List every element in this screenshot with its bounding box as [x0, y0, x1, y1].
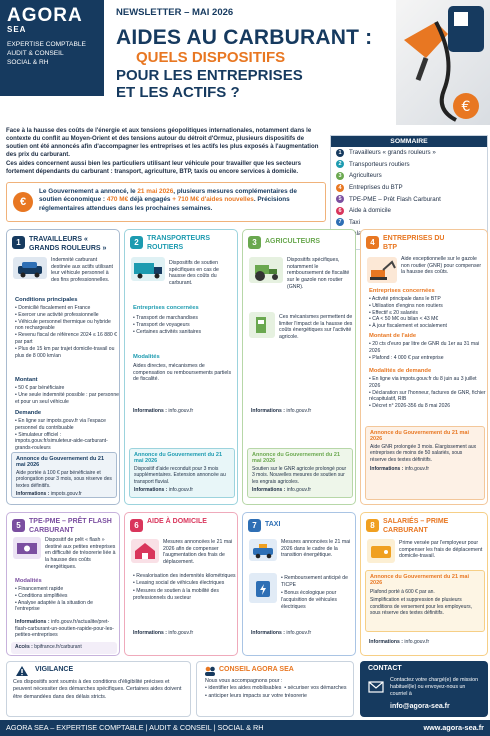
info-link[interactable]: Informations : info.gouv.fr — [251, 408, 312, 414]
page-title: AIDES AU CARBURANT : — [116, 26, 373, 49]
card-description: Aide exceptionnelle sur le gazole non routier (GNR) pour compenser la hausse des coûts. — [401, 256, 482, 276]
section-heading: Modalités — [133, 354, 160, 360]
section-heading: Conditions principales — [15, 297, 78, 303]
card-description: Prime versée par l'employeur pour compenser les frais de déplacement domicile-travail. — [399, 540, 483, 560]
vigilance-box — [6, 661, 191, 717]
logo-brand-sub: SEA — [7, 25, 27, 34]
summary-item[interactable] — [331, 170, 487, 182]
truck-icon — [131, 257, 165, 281]
tractor-icon — [249, 257, 283, 283]
summary-item[interactable] — [331, 217, 487, 229]
electric-car-icon — [249, 573, 277, 603]
card-number: 5 — [12, 519, 25, 532]
card-title: TAXI — [265, 521, 281, 528]
pump-icon — [249, 312, 275, 338]
summary-item[interactable] — [331, 147, 487, 159]
section-heading: Entreprises concernées — [369, 288, 435, 294]
logo-line: AUDIT & CONSEIL — [7, 50, 64, 57]
summary-item[interactable] — [331, 182, 487, 194]
card-description: Mesures annoncées le 21 mai 2026 dans le cadre de la transition énergétique. — [281, 539, 351, 559]
info-link[interactable]: Informations : info.gouv.fr — [251, 630, 312, 636]
logo-line: EXPERTISE COMPTABLE — [7, 41, 86, 48]
home-care-icon — [131, 539, 159, 563]
announcement-text: Le Gouvernement a annoncé, le 21 mai 2026, plusieurs mesures complémentaires de soutien économique : 470 M€ déjà engagés + 710 M€ d'aides nouvelles. Précisions réglementaires attendues dans les prochaines semaines. — [39, 188, 297, 212]
request-list: • En ligne via impots.gouv.fr du 8 juin au 3 juillet 2026 • Déclaration sur l'honneur, factures de GNR, fichier récapitulatif, RIB • Décret n° 2026-356 du 8 mai 2026 — [369, 376, 487, 410]
contact-text: Contactez votre chargé(e) de mission habituel(le) ou envoyez-nous un courriel à — [390, 677, 479, 697]
card-transporteurs — [124, 229, 238, 505]
card-title: TRAVAILLEURS « GRANDS ROULEURS » — [29, 236, 107, 252]
vigilance-title: VIGILANCE — [35, 666, 74, 673]
excavator-icon — [367, 257, 397, 283]
card-description-2: Ces mécanismes permettent de limiter l'impact de la hausse des coûts énergétiques sur l'activité agricole. — [279, 314, 353, 341]
announcement-box: Annonce du Gouvernement du 21 mai 2026 Dispositif d'aide reconduit pour 3 mois supplémentaires. Extension annoncée au transport fluvial. Informations : info.gouv.fr — [129, 448, 235, 498]
summary-title: SOMMAIRE — [331, 136, 487, 147]
summary-item[interactable] — [331, 193, 487, 205]
summary-number: 4 — [336, 184, 344, 192]
conditions-list: • Domicilié fiscalement en France • Exercer une activité professionnelle • Véhicule personnel thermique ou hybride non rechargeable • Revenu fiscal de référence 2024 ≤ 16 880 € par part • Plus de 15 km par trajet domicile-travail ou plus de 8 000 km/an — [15, 305, 119, 359]
summary-number: 3 — [336, 172, 344, 180]
intro-paragraph: Ces aides concernent aussi bien les particuliers utilisant leur véhicule pour travailler que les secteurs fortement dépendants du carburant : transport, agriculture, BTP, taxis ou encore services à domicile. — [6, 160, 301, 176]
government-announcement — [6, 182, 326, 222]
euro-icon: € — [13, 192, 33, 212]
card-travailleurs — [6, 229, 120, 505]
intro-paragraph: Face à la hausse des coûts de l'énergie et aux tensions géopolitiques internationales, notamment dans le contexte du conflit au Moyen-Orient et des tensions autour du détroit d'Ormuz, plusieurs dispositifs de soutien ont été annoncés afin d'accompagner les entreprises et les actifs les plus exposés à l'augmentation des prix du carburant. — [6, 127, 319, 159]
wallet-icon — [367, 539, 395, 563]
announcement-box: Annonce du Gouvernement du 21 mai 2026 Aide portée à 100 € par bénéficiaire et prolongation pour 3 mois, sous réserve des textes définitifs. Informations : impots.gouv.fr — [11, 452, 117, 498]
footer — [0, 720, 490, 736]
card-title: TRANSPORTEURS ROUTIERS — [147, 235, 211, 251]
announcement-box: Annonce du Gouvernement du 21 mai 2026 Soutien sur le GNR agricole prolongé pour 3 mois. Nouvelles mesures de soutien sur les engrais agricoles. Informations : info.gouv.fr — [247, 448, 353, 498]
summary-item[interactable] — [331, 205, 487, 217]
section-heading: Modalités de demande — [369, 368, 432, 374]
measures-list: • Revalorisation des indemnités kilométriques • Leasing social de véhicules électriques • Mesures de soutien à la mobilité des professionnels du secteur — [133, 573, 237, 603]
card-number: 3 — [248, 236, 261, 249]
summary-number: 6 — [336, 207, 344, 215]
card-title: SALARIÉS – PRIME CARBURANT — [383, 518, 449, 534]
section-heading: Entreprises concernées — [133, 305, 199, 311]
card-number: 2 — [130, 236, 143, 249]
summary-label: Aide à domicile — [349, 207, 391, 215]
card-agriculteurs — [242, 229, 356, 505]
money-icon — [13, 537, 41, 559]
newsletter-label: NEWSLETTER – MAI 2026 — [116, 7, 234, 18]
info-link[interactable]: Informations : info.gouv.fr — [133, 630, 194, 636]
contact-title: CONTACT — [368, 665, 402, 672]
card-title: AGRICULTEURS — [265, 238, 321, 245]
summary-label: Travailleurs « grands rouleurs » — [349, 149, 436, 157]
access-box[interactable]: Accès : bpifrance.fr/carburant — [11, 642, 117, 654]
logo-line: SOCIAL & RH — [7, 59, 49, 66]
card-taxi — [242, 512, 356, 656]
card-description: Indemnité carburant destinée aux actifs utilisant leur véhicule personnel à des fins professionnelles. — [51, 257, 113, 284]
card-number: 4 — [366, 236, 379, 249]
card-number: 8 — [366, 519, 379, 532]
card-salaries — [360, 512, 488, 656]
card-description: Dispositifs de soutien spécifiques en cas de hausse des coûts du carburant. — [169, 260, 219, 287]
taxi-icon — [249, 539, 277, 561]
card-btp — [360, 229, 488, 505]
amount-list: • 20 cts d'euro par litre de GNR du 1er au 31 mai 2026 • Plafond : 4 000 € par entreprise — [369, 341, 487, 361]
amount-list: • 50 € par bénéficiaire • Une seule indemnité possible : par personne et pour un seul véhicule — [15, 385, 119, 405]
fuel-nozzle-illustration — [396, 0, 490, 125]
announcement-box: Annonce du Gouvernement du 21 mai 2026 Plafond porté à 600 € par an. Simplification et suppression de plusieurs conditions de versement pour les employeurs, sous réserve des textes définitifs. — [365, 570, 485, 632]
logo-brand: AGORA — [7, 5, 83, 26]
users-icon — [204, 665, 216, 677]
website-link[interactable]: www.agora-sea.fr — [423, 723, 484, 732]
svg-text:€: € — [461, 99, 471, 115]
info-link[interactable]: Informations : info.gouv.fr — [133, 408, 194, 414]
section-heading: Demande — [15, 410, 42, 416]
page-subtitle-line: POUR LES ENTREPRISES — [116, 67, 303, 84]
card-description: Dispositifs spécifiques, notamment le remboursement de fiscalité sur le gazole non routier (GNR). — [287, 257, 350, 290]
summary-number: 2 — [336, 160, 344, 168]
contact-box — [360, 661, 488, 717]
card-description: Dispositif de prêt « flash » destiné aux petites entreprises en difficulté de trésorerie liée à la hausse des coûts énergétiques. — [45, 537, 116, 570]
measures-list: • Remboursement anticipé de TICPE • Bonus écologique pour l'acquisition de véhicules électriques — [281, 575, 353, 611]
modalites-text: Aides directes, mécanismes de compensation ou remboursements partiels de fiscalité. — [133, 363, 232, 383]
card-number: 6 — [130, 519, 143, 532]
brand-logo — [0, 0, 104, 96]
card-aide-domicile — [124, 512, 238, 656]
companies-list: • Activité principale dans le BTP • Utilisation d'engins non routiers • Effectif ≤ 20 salariés • CA < 50 M€ ou bilan < 43 M€ • À jour fiscalement et socialement — [369, 296, 487, 330]
card-description: Mesures annoncées le 21 mai 2026 afin de compenser l'augmentation des frais de déplacement. — [163, 539, 233, 566]
vigilance-text: Ces dispositifs sont soumis à des conditions d'éligibilité précises et peuvent nécessiter des démarches spécifiques. Certaines aides doivent être demandées dans des délais stricts. — [13, 679, 182, 700]
section-heading: Montant — [15, 377, 38, 383]
announcement-box: Annonce du Gouvernement du 21 mai 2026 Aide GNR prolongée 3 mois. Élargissement aux entreprises de moins de 50 salariés, sous réserve des textes définitifs. Informations : info.gouv.fr — [365, 426, 485, 500]
summary-number: 7 — [336, 218, 344, 226]
conseil-list: Nous vous accompagnons pour : • identifier les aides mobilisables • sécuriser vos démarches • anticiper leurs impacts sur votre trésorerie — [205, 678, 347, 699]
card-title: ENTREPRISES DU BTP — [383, 235, 445, 251]
info-link[interactable]: Informations : info.gouv.fr/actualite/pret-flash-carburant-un-soutien-rapide-pour-les-petites-entreprises — [15, 619, 114, 639]
contact-email[interactable]: info@agora-sea.fr — [390, 703, 450, 710]
card-number: 7 — [248, 519, 261, 532]
info-link[interactable]: Informations : info.gouv.fr — [369, 639, 430, 645]
section-heading: Modalités — [15, 578, 42, 584]
card-title: AIDE À DOMICILE — [147, 518, 207, 525]
summary-number: 1 — [336, 149, 344, 157]
summary-label: Entreprises du BTP — [349, 184, 403, 192]
card-title: TPE-PME – PRÊT FLASH CARBURANT — [29, 518, 112, 534]
warning-icon — [15, 665, 29, 677]
modalities-list: • Financement rapide • Conditions simplifiées • Analyse adaptée à la situation de l'entreprise — [15, 586, 119, 613]
companies-list: • Transport de marchandises • Transport de voyageurs • Certaines activités sanitaires — [133, 315, 237, 335]
page-subtitle: QUELS DISPOSITIFS — [136, 49, 286, 66]
car-icon — [13, 257, 47, 279]
card-number: 1 — [12, 236, 25, 249]
card-tpe-pme — [6, 512, 120, 656]
mail-icon — [368, 681, 384, 693]
page-subtitle-line: ET LES ACTIFS ? — [116, 84, 240, 101]
conseil-title: CONSEIL AGORA SEA — [219, 666, 294, 673]
section-heading: Montant de l'aide — [369, 333, 417, 339]
summary-label: TPE-PME – Prêt Flash Carburant — [349, 195, 441, 203]
conseil-box — [196, 661, 354, 717]
footer-text: AGORA SEA – EXPERTISE COMPTABLE | AUDIT & CONSEIL | SOCIAL & RH — [6, 723, 264, 732]
request-list: • En ligne sur impots.gouv.fr via l'espace personnel du contribuable • Simulateur officiel : impots.gouv.fr/simuleteur-aide-carburant-grands-rouleurs — [15, 418, 119, 452]
summary-label: Taxi — [349, 218, 361, 226]
summary-item[interactable] — [331, 159, 487, 171]
summary-number: 5 — [336, 195, 344, 203]
summary-label: Transporteurs routiers — [349, 160, 410, 168]
summary-label: Agriculteurs — [349, 172, 382, 180]
